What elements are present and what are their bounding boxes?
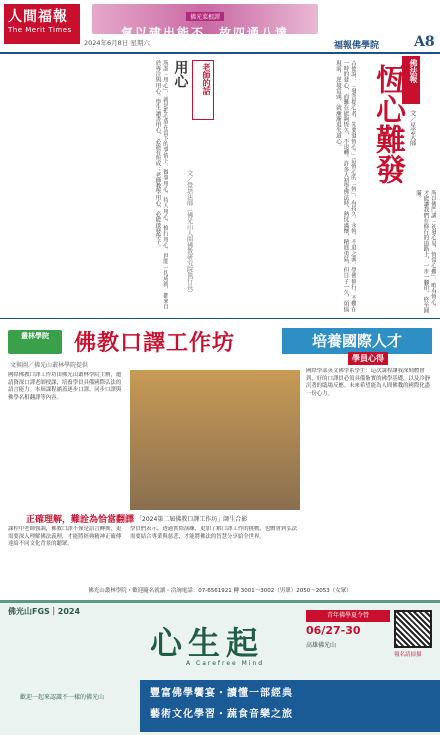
header-banner [92,4,318,40]
newspaper-logo[interactable] [4,4,80,44]
college-footer: 佛光山叢林學院・歡迎隨名就讀・洽詢電話：07-6561921 轉 3001～3002（男眾）2050～2053（女眾） [88,588,352,594]
header-rule [0,52,440,54]
ad-line-2: 藝術文化學習・蔬食音樂之旅 [150,709,293,720]
article-body-2: 所以佛門講「初發心易，恆常心難」。唯有恆心，才能讓我們在修行的道路上，一步一腳印，終至圓滿。 [414,190,436,314]
ad-line-1: 豐富佛學饗宴・讀懂一部經典 [150,688,293,699]
qr-code-icon[interactable] [394,610,432,648]
teacher-body: 所謂「用心」，就是把心放在當下的事情上。做事用心，待人用心，修行用心。世間一切成就，都來自於專注與用心。學生讀書用心，必能有所成；老師教學用心，必能啟發學子。 [154,60,168,310]
camp-date: 06/27-30 [306,624,361,637]
teacher-title: 用心 [172,60,189,88]
group-photo [130,370,300,510]
section-divider [0,318,440,319]
feature-col-2: 課程中老師強調，佛教口譯不僅是語言轉換，更需要深入理解佛法義理，才能將經典精神正確傳達給不同文化背景的聽眾。 [8,526,122,548]
logo-en: The Merit Times [8,26,72,34]
camp-venue: 高雄佛光山 [306,642,337,649]
feature-col-3: 學員們表示，透過實際演練，更加了解口譯工作的挑戰，也體會到弘法需要結合專業與慈悲，才能將佛法的智慧分享給全世界。 [130,526,298,540]
ad-calligraphy: 心生起 [150,624,265,662]
section-name: 福報佛學院 [334,41,380,51]
article-author: 文／星雲大師 [408,110,416,146]
article-body: 古德說：「發菩提心者，先要發恆心。」這恆心的「恆」，有持久、永恆、不退之義。學佛修行，不難在一時的發心，而難在能夠恆久、不退轉。許多人初學佛法時，熱忱滿懷，精進勇猛，但日子一久，煩惱現前，逆境當頭，就漸漸退失道心。 [334,60,356,312]
feature-logo: 叢林學院 [8,330,62,354]
feature-col-1: 國際佛教口譯工作坊由佛光山叢林學院主辦，邀請資深口譯老師授課，培養學員具備國際弘法的語言能力。本屆課程涵蓋逐步口譯、同步口譯與佛學名相翻譯等內容。 [8,372,122,401]
feature-subhead: 正確理解，難詮為恰當翻譯 [26,515,135,525]
column-tag: 佛法報 [402,56,420,104]
logo-cn: 人間福報 [8,9,68,25]
photo-caption: 「2024第二屆佛教口譯工作坊」師生合影 [136,516,248,523]
feature-title: 佛教口譯工作坊 [74,330,236,356]
ad-calligraphy-sub: A Carefree Mind [186,660,265,667]
article-title: 恆心難發 [370,64,405,184]
banner-tag: 佛光菜根譚 [186,12,224,21]
issue-date: 2024年6月8日 星期六 [84,39,150,47]
feature-col-4: 國際學部英文佛學系學生：這次課程讓我深刻體會到，好的口譯員必須具備紮實的佛學基礎，以及冷靜沉著的臨場反應。未來希望能為人間佛教的國際化盡一份心力。 [306,368,430,397]
camp-banner[interactable]: 青年佛學夏令營 [306,610,390,622]
banner-text: 氣以建出能不，故四通八達 [120,26,289,40]
qr-label: 報名請掃描 [394,652,422,658]
ad-motto: 歡迎一起來認識不一樣的佛光山 [20,694,105,701]
teacher-author: 文／覺培法師（佛光山人間佛教研究院執行長） [185,170,193,296]
teacher-column-box: 老師的話 [192,60,214,120]
feature-box-title: 學員心得 [348,352,388,365]
feature-subtitle: 培養國際人才 [282,328,432,354]
feature-byline: 文與圖／佛光山叢林學院提供 [10,362,89,369]
page-number: A8 [414,34,435,50]
ad-brand: 佛光山FGS｜2024 [8,607,81,616]
